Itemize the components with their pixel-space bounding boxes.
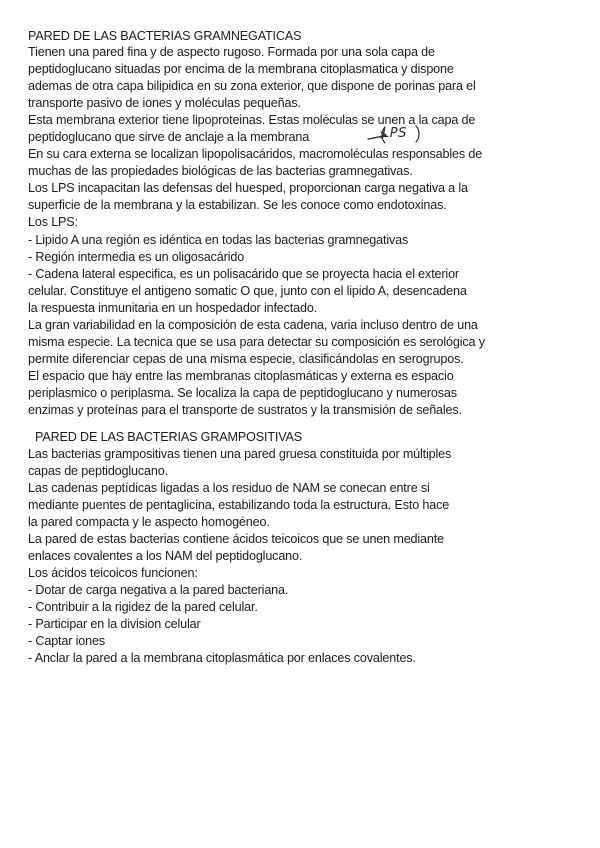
text-line: El espacio que hay entre las membranas citoplasmáticas y externa es espacio [28, 369, 454, 383]
text-line: Los LPS: [28, 215, 78, 229]
text-line: superficie de la membrana y la estabilizan. Se les conoce como endotoxinas. [28, 198, 447, 212]
text-line: La pared de estas bacterias contiene ácidos teicoicos que se unen mediante [28, 532, 444, 546]
section-title-grampositive: PARED DE LAS BACTERIAS GRAMPOSITIVAS [35, 430, 303, 444]
text-line: mediante puentes de pentaglicina, estabilizando toda la estructura. Esto hace [28, 498, 450, 512]
text-line: permite diferenciar cepas de una misma especie, clasificándolas en serogrupos. [28, 352, 464, 366]
text-line: peptidoglucano que sirve de anclaje a la membrana [28, 130, 310, 144]
text-line: Esta membrana exterior tiene lipoproteinas. Estas moléculas se unen a la capa de [28, 113, 476, 127]
text-line: transporte pasivo de iones y moléculas pequeñas. [28, 96, 301, 110]
text-line: Tienen una pared fina y de aspecto rugoso. Formada por una sola capa de [28, 45, 435, 59]
list-item: - Anclar la pared a la membrana citoplasmática por enlaces covalentes. [28, 651, 416, 665]
section-title-gramnegative: PARED DE LAS BACTERIAS GRAMNEGATICAS [28, 29, 302, 43]
text-line: peptidoglucano situadas por encima de la membrana citoplasmatica y dispone [28, 62, 454, 76]
text-line: periplasmico o periplasma. Se localiza la capa de peptidoglucano y numerosas [28, 386, 457, 400]
text-line: la pared compacta y le aspecto homogéneo. [28, 515, 270, 529]
text-line: La gran variabilidad en la composición de esta cadena, varia incluso dentro de una [28, 318, 478, 332]
handwritten-note: LPS [382, 126, 407, 141]
text-line: - Región intermedia es un oligosacárido [28, 250, 245, 264]
list-item: - Dotar de carga negativa a la pared bacteriana. [28, 583, 289, 597]
list-item: - Contribuir a la rigidez de la pared celular. [28, 600, 258, 614]
text-line: misma especie. La tecnica que se usa para detectar su composición es serológica y [28, 335, 485, 349]
text-line: Las cadenas peptídicas ligadas a los residuo de NAM se conecan entre si [28, 481, 430, 495]
list-item: - Participar en la division celular [28, 617, 201, 631]
text-line: enzimas y proteínas para el transporte de sustratos y la transmisión de señales. [28, 403, 462, 417]
text-line: Los ácidos teicoicos funcionen: [28, 566, 198, 580]
text-line: En su cara externa se localizan lipopolisacáridos, macromoléculas responsables de [28, 147, 483, 161]
text-line: enlaces covalentes a los NAM del peptidoglucano. [28, 549, 303, 563]
text-line: la respuesta inmunitaria en un hospedador infectado. [28, 301, 318, 315]
text-line: Los LPS incapacitan las defensas del huesped, proporcionan carga negativa a la [28, 181, 468, 195]
text-line: capas de peptidoglucano. [28, 464, 168, 478]
list-item: - Captar iones [28, 634, 105, 648]
text-line: - Lipido A una región es idéntica en todas las bacterias gramnegativas [28, 233, 409, 247]
text-line: - Cadena lateral especifica, es un polisacárido que se proyecta hacia el exterior [28, 267, 459, 281]
text-line: muchas de las propiedades biológicas de las bacterias gramnegativas. [28, 164, 413, 178]
text-line: Las bacterias grampositivas tienen una pared gruesa constituida por múltiples [28, 447, 452, 461]
text-line: celular. Constituye el antigeno somatic O que, junto con el lipido A, desencadena [28, 284, 467, 298]
text-line: ademas de otra capa bilipidica en su zona exterior, que dispone de porinas para el [28, 79, 476, 93]
